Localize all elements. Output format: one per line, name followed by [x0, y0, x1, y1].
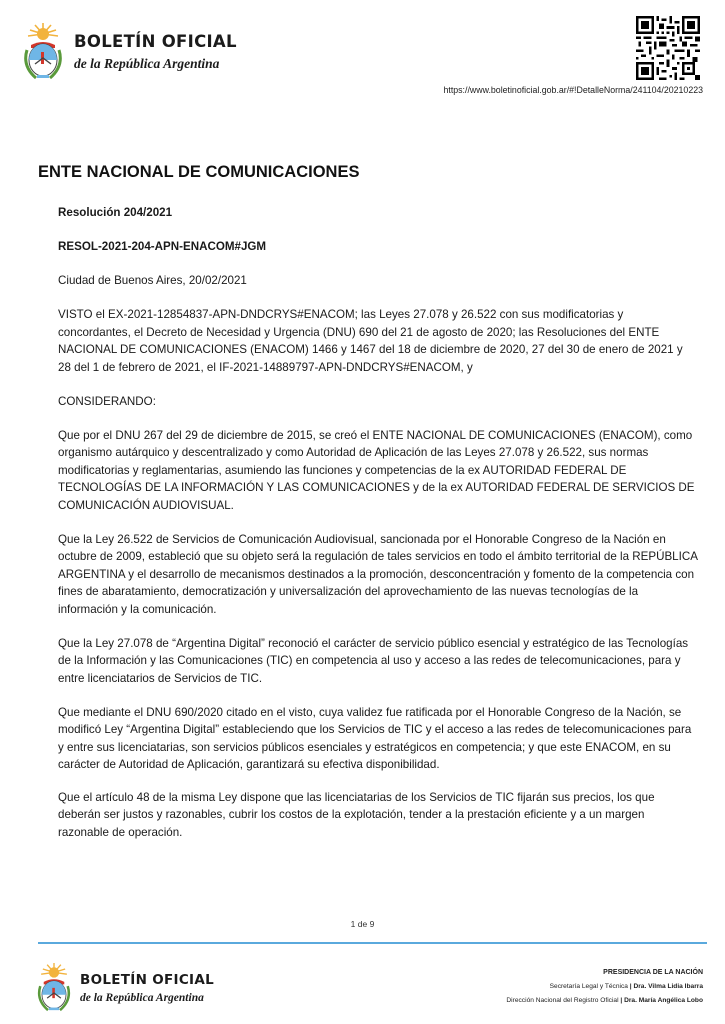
body-paragraph: Que la Ley 26.522 de Servicios de Comunicación Audiovisual, sancionada por el Honorable Congreso de la Nación en octubre de 2009, estableció que su objeto será la regulación de tales servicios en todo el ámbito territorial de la REPÚBLICA ARGENTINA y el desarrollo de mecanismos destinados a la promoción, desconcentración y fomento de la competencia con fines de abaratamiento, democratización y universalización del aprovechamiento de las nuevas tecnologías de la información y la comunicación.	[58, 532, 698, 616]
page-header	[0, 0, 725, 100]
separator: |	[629, 983, 634, 990]
boletin-oficial-logo	[22, 20, 237, 90]
visto-paragraph: VISTO el EX-2021-12854837-APN-DNDCRYS#ENACOM; las Leyes 27.078 y 26.522 con sus modificatorias y concordantes, el Decreto de Necesidad y Urgencia (DNU) 690 del 21 de agosto de 2020; las Resoluciones del ENTE NACIONAL DE COMUNICACIONES (ENACOM) 1466 y 1467 del 18 de diciembre de 2020, 27 del 30 de enero de 2021 y 28 del 1 de febrero de 2021, el IF-2021-14889797-APN-DNDCRYS#ENACOM, y	[58, 308, 683, 374]
body-paragraph: Que el artículo 48 de la misma Ley dispone que las licenciatarias de los Servicios de TIC fijarán sus precios, los que deberán ser justos y razonables, cubrir los costos de la explotación, tender a la prestación eficiente y a un margen razonable de operación.	[58, 790, 655, 839]
resolution-reference: RESOL-2021-204-APN-ENACOM#JGM	[58, 240, 267, 253]
place-date: Ciudad de Buenos Aires, 20/02/2021	[58, 274, 247, 287]
separator: |	[620, 997, 625, 1004]
document-url[interactable]: https://www.boletinoficial.gob.ar/#!DetalleNorma/241104/20210223	[443, 85, 703, 95]
footer-credits	[506, 966, 703, 1008]
footer-logo-title: BOLETÍN OFICIAL	[80, 972, 215, 988]
footer-credit-line	[506, 980, 703, 994]
footer-logo-subtitle: de la República Argentina	[80, 992, 204, 1004]
direccion-person: Dra. María Angélica Lobo	[624, 997, 703, 1004]
secretaria-name: Secretaría Legal y Técnica	[549, 983, 628, 990]
document-body	[58, 204, 698, 841]
body-paragraph: Que la Ley 27.078 de “Argentina Digital” reconoció el carácter de servicio público esencial y estratégico de las Tecnologías de la Información y las Comunicaciones (TIC) en competencia al uso y acceso a las redes de telecomunicaciones, para y entre licenciatarios de Servicios de TIC.	[58, 636, 689, 685]
resolution-number: Resolución 204/2021	[58, 206, 173, 219]
secretaria-person: Dra. Vilma Lidia Ibarra	[633, 983, 703, 990]
body-paragraph: Que por el DNU 267 del 29 de diciembre de 2015, se creó el ENTE NACIONAL DE COMUNICACIONES (ENACOM), como organismo autárquico y descentralizado y como Autoridad de Aplicación de las Leyes 27.078 y 26.522, sus normas modificatorias y reglamentarias, asumiendo las funciones y competencias de la ex AUTORIDAD FEDERAL DE TECNOLOGÍAS DE LA INFORMACIÓN Y LAS COMUNICACIONES y de la ex AUTORIDAD FEDERAL DE SERVICIOS DE COMUNICACIÓN AUDIOVISUAL.	[58, 428, 695, 512]
footer-divider	[38, 942, 707, 944]
considerando-heading: CONSIDERANDO:	[58, 394, 156, 408]
footer-logo	[36, 960, 236, 1016]
argentina-coat-of-arms-icon	[36, 960, 72, 1014]
body-paragraph: Que mediante el DNU 690/2020 citado en el visto, cuya validez fue ratificada por el Honorable Congreso de la Nación, se modificó Ley “Argentina Digital” estableciendo que los Servicios de TIC y el acceso a las redes de telecomunicaciones para y entre sus licenciatarias, son servicios públicos esenciales y estratégicos en competencia; y que este ENACOM, en su carácter de Autoridad de Aplicación, garantizará su efectiva disponibilidad.	[58, 705, 692, 771]
argentina-coat-of-arms-icon	[22, 20, 64, 82]
logo-subtitle: de la República Argentina	[74, 56, 220, 71]
direccion-name: Dirección Nacional del Registro Oficial	[506, 997, 619, 1004]
footer-credit-line	[506, 994, 703, 1008]
qr-code-icon	[636, 16, 700, 80]
agency-heading: ENTE NACIONAL DE COMUNICACIONES	[38, 163, 360, 181]
logo-title: BOLETÍN OFICIAL	[74, 32, 237, 51]
page-number: 1 de 9	[350, 919, 375, 929]
presidency-label: PRESIDENCIA DE LA NACIÓN	[603, 969, 703, 976]
